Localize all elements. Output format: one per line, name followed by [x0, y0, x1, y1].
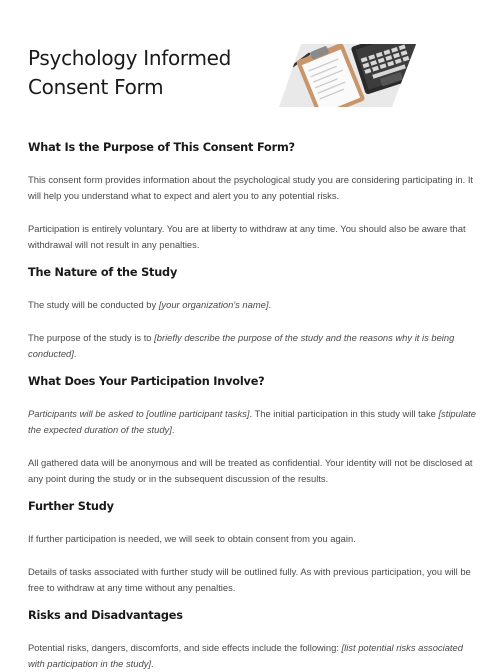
placeholder-text: [briefly describe the purpose of the study and the reasons why it is being conducted] [28, 332, 455, 359]
document-title-line2: Consent Form [28, 75, 164, 99]
document-title [28, 44, 231, 102]
paragraph-text: . [150, 658, 154, 669]
paragraph [28, 172, 476, 204]
paragraph [28, 406, 476, 438]
paragraph [28, 455, 476, 487]
document-header [0, 0, 500, 120]
paragraph [28, 531, 476, 547]
paragraph-text: All gathered data will be anonymous and will be treated as confidential. Your identity will not be disclosed at any point during the study or in the subsequent discussion of the results. [28, 457, 473, 484]
paragraph-text: . The initial participation in this study will take [249, 408, 439, 419]
paragraph-text: Details of tasks associated with further study will be outlined fully. As with previous participation, you will be free to withdraw at any time without any penalties. [28, 566, 471, 593]
placeholder-text: [stipulate the expected duration of the study] [28, 408, 476, 435]
paragraph [28, 564, 476, 596]
paragraph-text: . [268, 299, 272, 310]
placeholder-text: [your organization's name] [158, 299, 269, 310]
paragraph-text: The purpose of the study is to [28, 332, 155, 343]
document-title-line1: Psychology Informed [28, 46, 232, 70]
section-heading-nature: The Nature of the Study [28, 266, 178, 279]
paragraph-text: . [171, 424, 175, 435]
paragraph-text: The study will be conducted by [28, 299, 159, 310]
clipboard-laptop-photo-icon [279, 44, 416, 107]
placeholder-text: [list potential risks associated with participation in the study] [28, 642, 463, 669]
paragraph [28, 221, 476, 253]
document-body [28, 140, 476, 672]
paragraph-text: If further participation is needed, we will seek to obtain consent from you again. [28, 533, 356, 544]
section-heading-purpose: What Is the Purpose of This Consent Form? [28, 141, 295, 154]
paragraph-text: . [73, 348, 77, 359]
paragraph-text: Participation is entirely voluntary. You are at liberty to withdraw at any time. You should also be aware that withdrawal will not result in any penalties. [28, 223, 466, 250]
placeholder-text: Participants will be asked to [outline participant tasks] [28, 408, 250, 419]
section-heading-participation: What Does Your Participation Involve? [28, 375, 265, 388]
paragraph-text: Potential risks, dangers, discomforts, and side effects include the following: [28, 642, 342, 653]
paragraph [28, 330, 476, 362]
paragraph [28, 297, 476, 313]
paragraph-text: This consent form provides information about the psychological study you are considering participating in. It will help you understand what to expect and alert you to any potential risks. [28, 174, 474, 201]
paragraph [28, 640, 476, 672]
section-heading-risks: Risks and Disadvantages [28, 609, 183, 622]
section-heading-further-study: Further Study [28, 500, 114, 513]
